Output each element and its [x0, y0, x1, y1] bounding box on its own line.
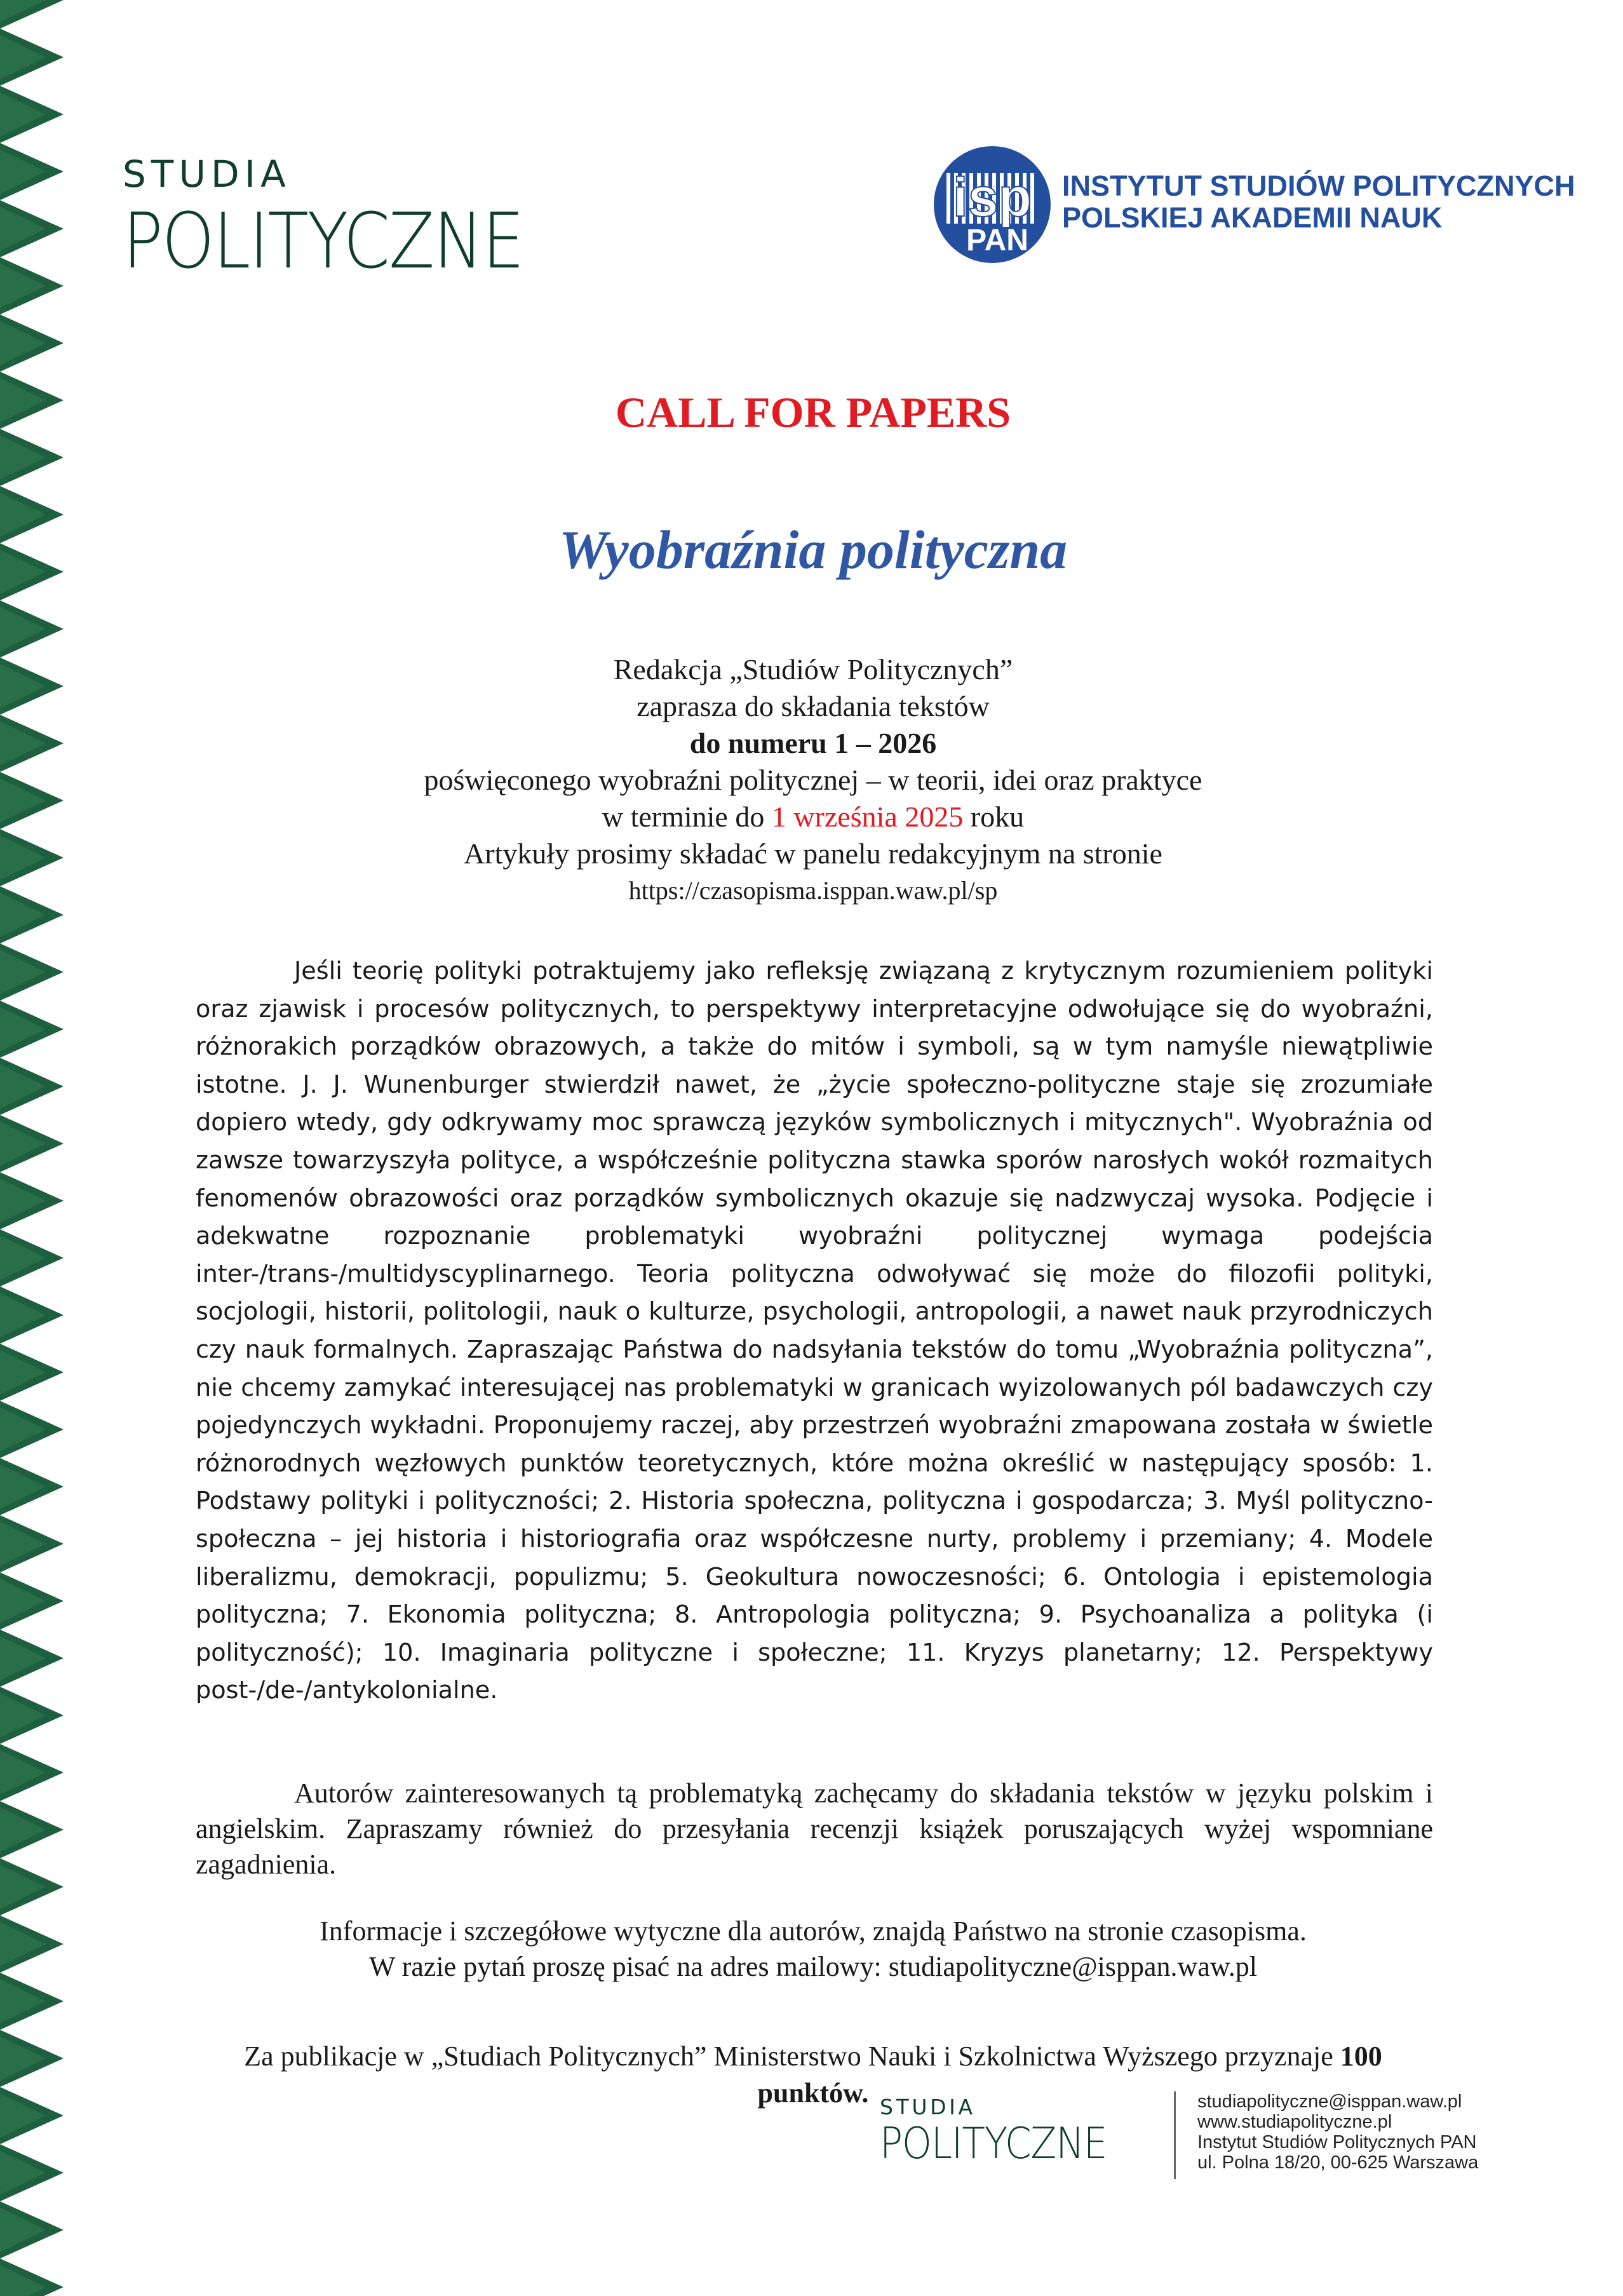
footer-logo-studia-text: STUDIA [880, 2095, 976, 2119]
studia-polityczne-logo [123, 152, 578, 286]
issue-number: do numeru 1 – 2026 [689, 727, 937, 759]
isp-pan-mark-icon [933, 145, 1052, 264]
footer-email[interactable]: studiapolityczne@isppan.waw.pl [1197, 2091, 1462, 2112]
intro-line: zaprasza do składania tekstów [636, 690, 990, 722]
isp-pan-logo [933, 145, 1052, 264]
isp-pan-name [1062, 170, 1575, 234]
call-for-papers-title: CALL FOR PAPERS [615, 388, 1011, 436]
decorative-zigzag-border [0, 0, 70, 2296]
logo-polityczne-text: POLITYCZNE [123, 198, 523, 286]
isp-name-line2: POLSKIEJ AKADEMII NAUK [1062, 201, 1443, 234]
svg-text:PAN: PAN [966, 224, 1028, 257]
points-label: punktów. [757, 2077, 869, 2109]
logo-studia-text: STUDIA [123, 152, 291, 196]
info-paragraph [165, 1914, 1461, 1985]
authors-paragraph: Autorów zainteresowanych tą problematyką zachęcamy do składania tekstów w języku polskim i angielskim. Zapraszamy również do przesyłania recenzji książek poruszających wyżej wspomniane zagadnienia. [196, 1778, 1433, 1880]
intro-line: Redakcja „Studiów Politycznych” [613, 653, 1013, 685]
issue-theme-title: Wyobraźnia polityczna [558, 519, 1068, 580]
contact-line: W razie pytań proszę pisać na adres mailowy: studiapolityczne@isppan.waw.pl [369, 1951, 1257, 1982]
points-paragraph: Za publikacje w „Studiach Politycznych” Ministerstwo Nauki i Szkolnictwa Wyższego przyznaje 100 punktów. [244, 2041, 1382, 2109]
footer-address: ul. Polna 18/20, 00-625 Warszawa [1197, 2152, 1479, 2173]
intro-line: poświęconego wyobraźni politycznej – w teorii, idei oraz praktyce [424, 764, 1202, 796]
body-paragraph: Jeśli teorię polityki potraktujemy jako refleksję związaną z krytycznym rozumieniem polityki oraz zjawisk i procesów politycznych, to perspektywy interpretacyjne odwołujące się do wyobraźni, różnorakich porządków obrazowych, a także do mitów i symboli, są w tym namyśle niewątpliwie istotne. J. J. Wunenburger stwierdził nawet, że „życie społeczno-polityczne staje się zrozumiałe dopiero wtedy, gdy odkrywamy moc sprawczą języków symbolicznych i mitycznych". Wyobraźnia od zawsze towarzyszyła polityce, a współcześnie polityczna stawka sporów narosłych wokół rozmaitych fenomenów obrazowości oraz porządków symbolicznych okazuje się nadzwyczaj wysoka. Podjęcie i adekwatne rozpoznanie problematyki wyobraźni politycznej wymaga podejścia inter-/trans-/multidyscyplinarnego. Teoria polityczna odwoływać się może do filozofii polityki, socjologii, historii, politologii, nauk o kulturze, psychologii, antropologii, a nawet nauk przyrodniczych czy nauk formalnych. Zapraszając Państwa do nadsyłania tekstów do tomu „Wyobraźnia polityczna”, nie chcemy zamykać interesującej nas problematyki w granicach wyizolowanych pól badawczych czy pojedynczych wykładni. Proponujemy raczej, aby przestrzeń wyobraźni zmapowana została w świetle różnorodnych węzłowych punktów teoretycznych, które można określić w następujący sposób: 1. Podstawy polityki i polityczności; 2. Historia społeczna, polityczna i gospodarcza; 3. Myśl polityczno-społeczna – jej historia i historiografia oraz współczesne nurty, problemy i przemiany; 4. Modele liberalizmu, demokracji, populizmu; 5. Geokultura nowoczesności; 6. Ontologia i epistemologia polityczna; 7. Ekonomia polityczna; 8. Antropologia polityczna; 9. Psychoanaliza a polityka (i polityczność); 10. Imaginaria polityczne i społeczne; 11. Kryzys planetarny; 12. Perspektywy post-/de-/antykolonialne. [196, 957, 1433, 1705]
footer-contact [1197, 2091, 1478, 2173]
deadline-date: 1 września 2025 [771, 800, 964, 833]
footer-institute: Instytut Studiów Politycznych PAN [1197, 2132, 1477, 2152]
footer-divider [1174, 2091, 1176, 2179]
deadline-line: w terminie do 1 września 2025 roku [602, 800, 1025, 833]
intro-block [165, 651, 1461, 909]
svg-text:isp: isp [952, 167, 1032, 228]
isp-name-line1: INSTYTUT STUDIÓW POLITYCZNYCH [1062, 170, 1575, 202]
points-value: 100 [1340, 2041, 1382, 2072]
info-line: Informacje i szczegółowe wytyczne dla autorów, znajdą Państwo na stronie czasopisma. [320, 1915, 1307, 1947]
submission-url[interactable]: https://czasopisma.isppan.waw.pl/sp [628, 876, 998, 905]
footer-website[interactable]: www.studiapolityczne.pl [1197, 2112, 1392, 2132]
footer-studia-polityczne-logo [880, 2095, 1138, 2169]
intro-line: Artykuły prosimy składać w panelu redakcyjnym na stronie [464, 837, 1162, 870]
footer-logo-polityczne-text: POLITYCZNE [880, 2119, 1107, 2169]
